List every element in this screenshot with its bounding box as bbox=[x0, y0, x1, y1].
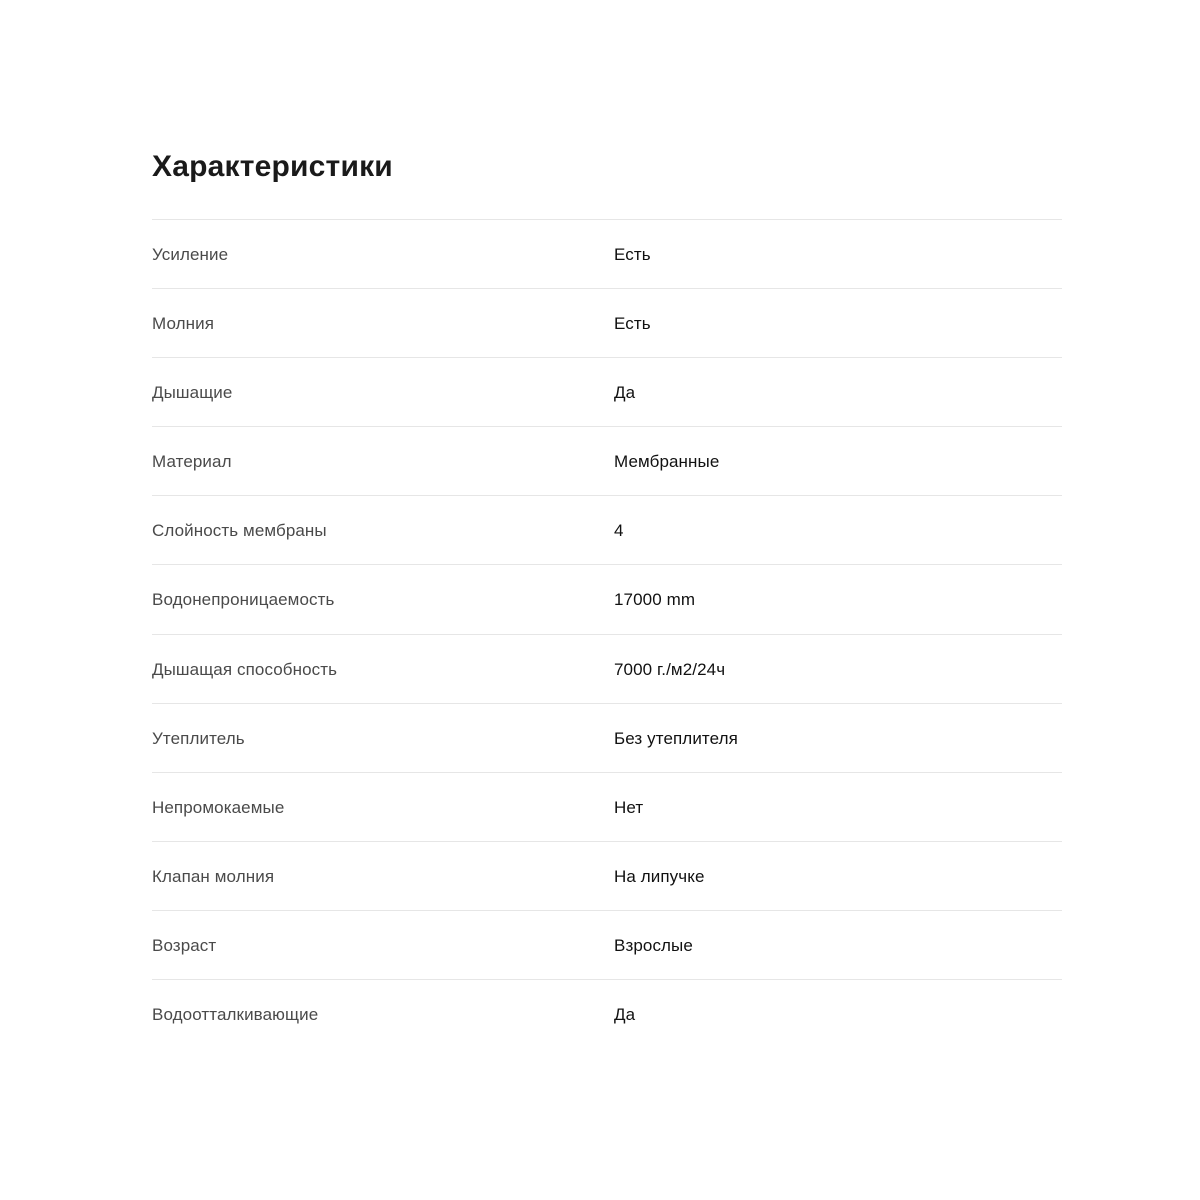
specifications-table bbox=[152, 219, 1062, 1048]
spec-name: Клапан молния bbox=[152, 866, 275, 886]
table-row bbox=[152, 427, 1062, 496]
table-row bbox=[152, 565, 1062, 634]
spec-name: Возраст bbox=[152, 935, 217, 955]
spec-name: Утеплитель bbox=[152, 728, 245, 748]
spec-name: Дышащие bbox=[152, 383, 233, 403]
spec-name: Материал bbox=[152, 452, 232, 472]
table-row bbox=[152, 703, 1062, 772]
spec-name: Непромокаемые bbox=[152, 797, 285, 817]
spec-value: Да bbox=[614, 1005, 636, 1025]
spec-name: Усиление bbox=[152, 245, 229, 264]
specifications-table-body bbox=[152, 220, 1062, 1049]
table-row bbox=[152, 910, 1062, 979]
spec-value: Мембранные bbox=[614, 452, 720, 472]
spec-value: Взрослые bbox=[614, 935, 693, 955]
table-row bbox=[152, 841, 1062, 910]
table-row bbox=[152, 496, 1062, 565]
table-row bbox=[152, 772, 1062, 841]
page-title: Характеристики bbox=[152, 150, 393, 183]
spec-value: Нет bbox=[614, 797, 644, 817]
spec-name: Слойность мембраны bbox=[152, 521, 327, 541]
spec-value: Без утеплителя bbox=[614, 728, 738, 748]
table-row bbox=[152, 289, 1062, 358]
spec-value: Да bbox=[614, 383, 636, 403]
table-row bbox=[152, 634, 1062, 703]
table-row bbox=[152, 980, 1062, 1049]
table-row bbox=[152, 358, 1062, 427]
spec-value: 4 bbox=[614, 521, 624, 541]
spec-value: Есть bbox=[614, 314, 651, 334]
spec-name: Водоотталкивающие bbox=[152, 1005, 319, 1025]
spec-name: Молния bbox=[152, 314, 215, 334]
specifications-section bbox=[152, 150, 1062, 1048]
spec-value: Есть bbox=[614, 245, 651, 264]
spec-value: 7000 г./м2/24ч bbox=[614, 659, 726, 679]
spec-name: Дышащая способность bbox=[152, 659, 338, 679]
spec-name: Водонепроницаемость bbox=[152, 590, 335, 610]
spec-value: 17000 mm bbox=[614, 590, 696, 610]
spec-value: На липучке bbox=[614, 866, 705, 886]
table-row bbox=[152, 220, 1062, 289]
